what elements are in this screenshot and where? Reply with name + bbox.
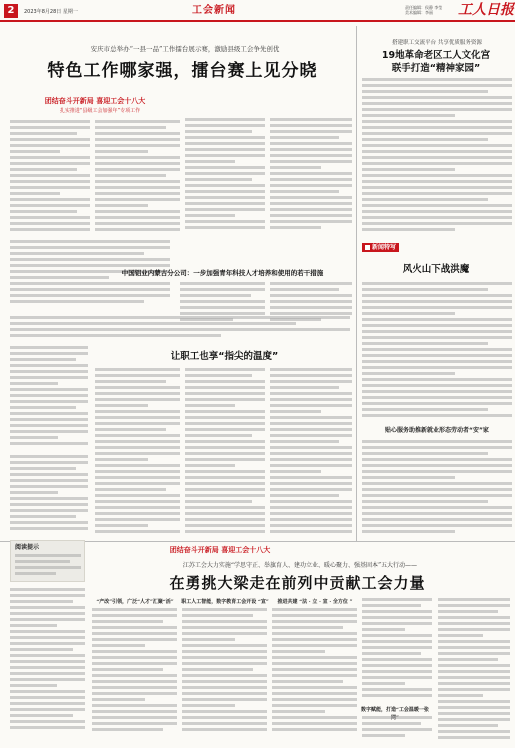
page-number: 2: [4, 4, 18, 18]
finger-story-title: 让职工也享“指尖的温度”: [170, 351, 279, 362]
right-top-kicker: 搭建职工交流平台 共享优质服务资源: [392, 40, 482, 46]
bottom-kicker: 江苏工会大力实施“学思守正、举旗育人、建功立业、暖心聚力、强基固本”五大行动——: [182, 562, 418, 569]
finger-body-col1: [10, 346, 88, 451]
right-top-title-line2: 联手打造“精神家园”: [391, 63, 481, 74]
bottom-title: 在勇挑大梁走在前列中贡献工会力量: [169, 574, 426, 592]
page-header: [0, 0, 515, 22]
finger-body-col1b: [10, 455, 88, 540]
bottom-subhead-4: 数字赋能，打造“工会温暖一张: [361, 707, 429, 713]
issue-date: 2023年8月28日 星期一: [24, 9, 78, 15]
column-divider: [356, 26, 357, 541]
right-top-title-line1: 19地革命老区工人文化宫: [381, 50, 491, 61]
feature-tag-label: 新闻特写: [372, 244, 397, 251]
lead-banner: 团结奋斗开新局 喜迎工会十八大: [44, 97, 146, 105]
lead-body-col4: [270, 118, 352, 233]
bottom-subhead-3: 推进共建 “法 · 立 · 宣 · 全方位 ”: [277, 599, 353, 605]
finger-body-col4: [270, 368, 352, 538]
bottom-col3: [272, 608, 357, 738]
notice-body: [362, 440, 512, 535]
lead-body-col3: [185, 118, 265, 233]
lead-title: 特色工作哪家强，擂台赛上见分晓: [47, 61, 318, 81]
bottom-left-col: [10, 588, 85, 738]
editors-credit: 责任编辑：侯静 李莹 美术编辑：李丽: [405, 5, 443, 15]
news-feature-tag: [362, 243, 399, 252]
bottom-col4b: [362, 716, 432, 744]
notice-title: 贴心服务助推新就业形态劳动者“安”家: [385, 427, 489, 434]
lead-body-col1: [10, 120, 90, 235]
finger-body-col2: [95, 368, 180, 538]
lead-kicker: 安庆市总举办“一县一品”工作擂台展示赛，激励县级工会争先创优: [90, 45, 280, 53]
right-top-body: [362, 78, 512, 238]
bottom-subhead-2: 职工人工智能，数字教育工会开设 “宣”: [181, 599, 269, 605]
bottom-col4: [362, 598, 432, 703]
bottom-banner: 团结奋斗开新局 喜迎工会十八大: [169, 546, 271, 554]
reading-tips-title: 阅读提示: [15, 544, 40, 551]
bottom-col1: [92, 608, 177, 738]
middle-body-lower: [10, 316, 350, 344]
feature-title: 风火山下战洪魔: [402, 264, 470, 275]
bottom-col5: [438, 598, 510, 743]
section-title: 工会新闻: [192, 5, 236, 16]
feature-body: [362, 282, 512, 422]
lead-banner-sub: 扎实推进“县级工会加强年”专项工作: [59, 108, 141, 114]
bottom-col2: [182, 608, 267, 738]
middle-story-title: 中国铝业内蒙古分公司：一步加强青年科技人才培养和使用的若干措施: [121, 269, 324, 277]
finger-body-col3: [185, 368, 265, 538]
feature-tag-icon: [365, 245, 370, 250]
lead-body-col2: [95, 120, 180, 235]
reading-tips-text: [15, 554, 81, 580]
bottom-subhead-1: “产改”引领，广泛“人才”汇聚“活”: [96, 599, 174, 605]
reading-tips-box: [10, 540, 85, 582]
newspaper-logo: 工人日报: [458, 2, 514, 18]
